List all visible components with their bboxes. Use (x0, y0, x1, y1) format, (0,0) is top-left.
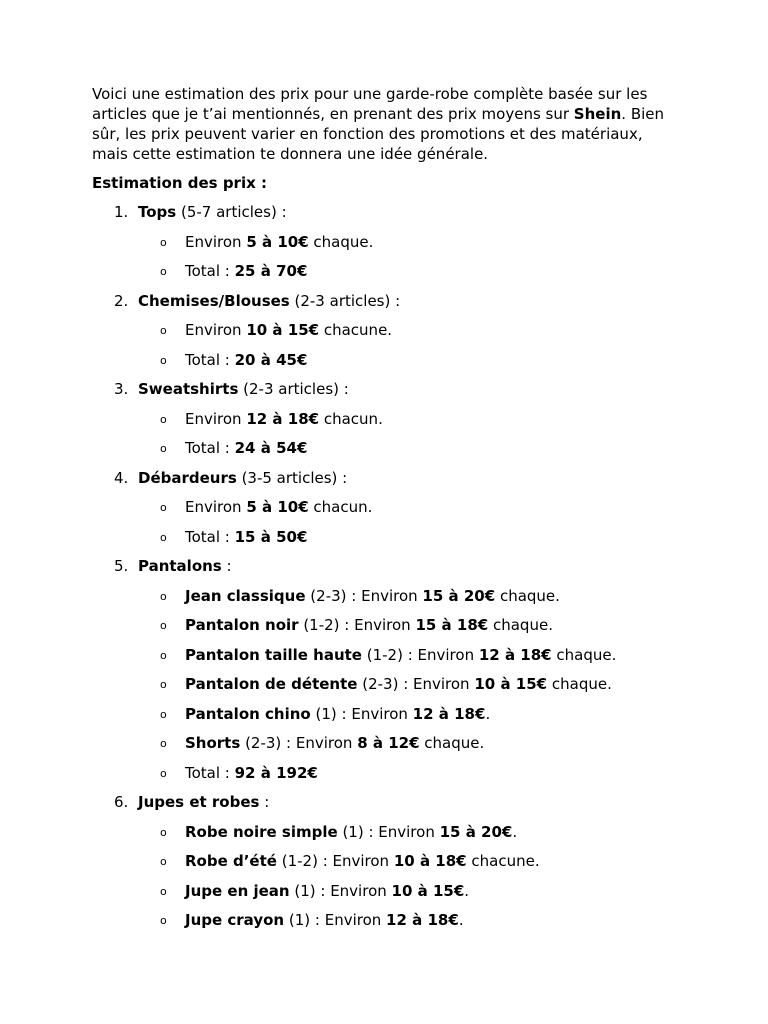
item-detail: (5-7 articles) : (176, 203, 287, 221)
price-value: 24 à 54€ (234, 439, 308, 457)
sub-item-label: Environ (185, 321, 247, 339)
bullet-icon: o (160, 767, 167, 780)
bullet-icon: o (160, 708, 167, 721)
sub-item-label: Total : (185, 351, 235, 369)
price-value: 15 à 20€ (439, 823, 513, 841)
sub-item-suffix: chacune. (466, 852, 540, 870)
sub-item-text (185, 527, 307, 547)
bullet-icon: o (160, 354, 167, 367)
item-text (138, 792, 269, 812)
item-number: 1. (114, 203, 129, 221)
sub-item-suffix: chacune. (319, 321, 393, 339)
sub-item-text (185, 910, 464, 930)
price-value: 8 à 12€ (357, 734, 420, 752)
bullet-icon: o (160, 885, 167, 898)
sub-item-text (185, 261, 307, 281)
intro-text-2: . Bien sûr, les prix peuvent varier en fonction des promotions et des matériaux, mais cette estimation te donnera une idée générale. (92, 105, 665, 163)
item-detail: (2-3 articles) : (289, 292, 401, 310)
price-value: 5 à 10€ (246, 233, 309, 251)
sub-item-text (185, 438, 307, 458)
price-value: 12 à 18€ (412, 705, 486, 723)
sub-item-label: (1-2) : Environ (276, 852, 394, 870)
sub-item-title: Robe noire simple (185, 823, 338, 841)
sub-item-label: (1) : Environ (337, 823, 440, 841)
sub-item-text (185, 409, 383, 429)
bullet-icon: o (160, 737, 167, 750)
price-value: 25 à 70€ (234, 262, 308, 280)
sub-item-title: Pantalon noir (185, 616, 299, 634)
item-title: Tops (138, 203, 177, 221)
sub-item-label: (1) : Environ (284, 911, 387, 929)
sub-item-title: Pantalon de détente (185, 675, 358, 693)
sub-item-title: Pantalon taille haute (185, 646, 362, 664)
sub-item-label: Environ (185, 410, 247, 428)
bullet-icon: o (160, 265, 167, 278)
sub-item-text (185, 851, 540, 871)
sub-item-label: (2-3) : Environ (357, 675, 475, 693)
sub-item-text (185, 232, 373, 252)
bullet-icon: o (160, 442, 167, 455)
sub-item-label: (2-3) : Environ (240, 734, 358, 752)
price-value: 5 à 10€ (246, 498, 309, 516)
sub-item-suffix: chaque. (419, 734, 485, 752)
sub-item-label: Environ (185, 498, 247, 516)
sub-item-title: Shorts (185, 734, 241, 752)
sub-item-suffix: chacun. (319, 410, 383, 428)
sub-item-text (185, 881, 469, 901)
sub-item-label: Total : (185, 262, 235, 280)
section-heading: Estimation des prix : (92, 174, 267, 192)
sub-item-text (185, 350, 307, 370)
bullet-icon: o (160, 590, 167, 603)
sub-item-label: Total : (185, 528, 235, 546)
price-value: 15 à 20€ (422, 587, 496, 605)
price-value: 10 à 18€ (393, 852, 467, 870)
item-detail: : (259, 793, 270, 811)
sub-item-text (185, 645, 616, 665)
sub-item-suffix: chaque. (308, 233, 374, 251)
bullet-icon: o (160, 324, 167, 337)
sub-item-label: Total : (185, 764, 235, 782)
price-value: 15 à 50€ (234, 528, 308, 546)
sub-item-label: (1) : Environ (310, 705, 413, 723)
item-text (138, 291, 400, 311)
price-value: 10 à 15€ (246, 321, 320, 339)
bullet-icon: o (160, 914, 167, 927)
sub-item-suffix: . (464, 882, 470, 900)
price-value: 92 à 192€ (234, 764, 318, 782)
sub-item-suffix: chacun. (308, 498, 373, 516)
sub-item-label: (1) : Environ (289, 882, 392, 900)
sub-item-suffix: . (458, 911, 464, 929)
item-title: Débardeurs (138, 469, 237, 487)
price-value: 10 à 15€ (391, 882, 465, 900)
sub-item-suffix: chaque. (551, 646, 617, 664)
sub-item-text (185, 674, 612, 694)
bullet-icon: o (160, 855, 167, 868)
sub-item-label: (1-2) : Environ (361, 646, 479, 664)
sub-item-label: (1-2) : Environ (298, 616, 416, 634)
bullet-icon: o (160, 678, 167, 691)
item-number: 2. (114, 292, 129, 310)
item-number: 3. (114, 380, 129, 398)
sub-item-title: Jupe en jean (185, 882, 290, 900)
sub-item-text (185, 497, 372, 517)
bullet-icon: o (160, 236, 167, 249)
sub-item-label: Environ (185, 233, 247, 251)
price-value: 10 à 15€ (474, 675, 548, 693)
bullet-icon: o (160, 619, 167, 632)
bullet-icon: o (160, 501, 167, 514)
sub-item-text (185, 822, 517, 842)
item-title: Sweatshirts (138, 380, 239, 398)
sub-item-text (185, 704, 490, 724)
sub-item-title: Pantalon chino (185, 705, 311, 723)
intro-text-1: Voici une estimation des prix pour une garde-robe complète basée sur les articles que je t’ai mentionnés, en prenant des prix moyens sur (92, 85, 648, 123)
item-title: Pantalons (138, 557, 222, 575)
sub-item-suffix: chaque. (547, 675, 612, 693)
brand-name: Shein (573, 105, 622, 123)
sub-item-title: Jean classique (185, 587, 306, 605)
item-title: Jupes et robes (138, 793, 260, 811)
sub-item-label: (2-3) : Environ (305, 587, 423, 605)
bullet-icon: o (160, 531, 167, 544)
item-text (138, 556, 232, 576)
intro-paragraph (92, 84, 682, 164)
sub-item-text (185, 586, 560, 606)
sub-item-label: Total : (185, 439, 235, 457)
price-value: 12 à 18€ (386, 911, 459, 929)
sub-item-suffix: . (512, 823, 518, 841)
price-value: 15 à 18€ (415, 616, 489, 634)
item-number: 4. (114, 469, 129, 487)
sub-item-text (185, 615, 553, 635)
sub-item-text (185, 320, 392, 340)
sub-item-title: Robe d’été (185, 852, 277, 870)
item-number: 5. (114, 557, 129, 575)
sub-item-suffix: chaque. (488, 616, 553, 634)
item-text (138, 379, 349, 399)
sub-item-suffix: . (485, 705, 491, 723)
price-value: 20 à 45€ (234, 351, 308, 369)
item-detail: (3-5 articles) : (236, 469, 348, 487)
sub-item-title: Jupe crayon (185, 911, 285, 929)
price-value: 12 à 18€ (246, 410, 320, 428)
item-title: Chemises/Blouses (138, 292, 290, 310)
item-detail: : (221, 557, 232, 575)
bullet-icon: o (160, 826, 167, 839)
item-text (138, 468, 347, 488)
item-number: 6. (114, 793, 129, 811)
item-text (138, 202, 287, 222)
sub-item-text (185, 763, 318, 783)
bullet-icon: o (160, 413, 167, 426)
sub-item-text (185, 733, 484, 753)
price-value: 12 à 18€ (478, 646, 552, 664)
item-detail: (2-3 articles) : (238, 380, 349, 398)
sub-item-suffix: chaque. (495, 587, 560, 605)
bullet-icon: o (160, 649, 167, 662)
